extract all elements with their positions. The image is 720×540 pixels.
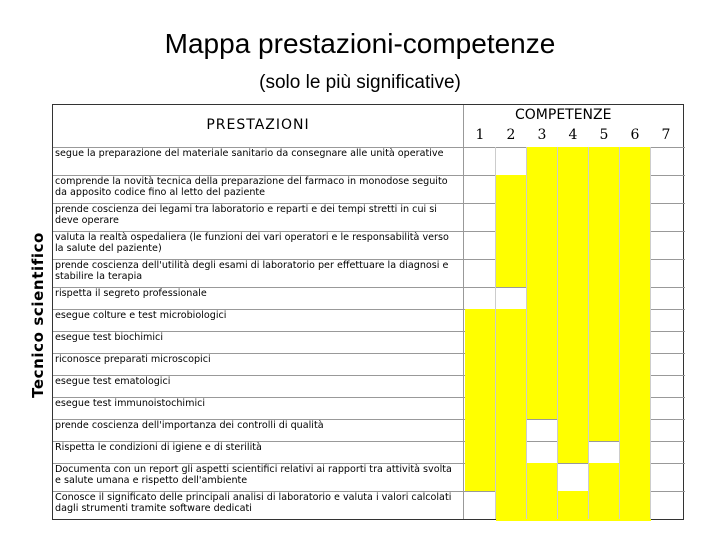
competence-mark [620, 309, 651, 331]
competence-empty-cell [527, 419, 558, 441]
competence-mark [589, 353, 620, 375]
competence-empty-cell [651, 419, 682, 441]
competence-empty-cell [527, 441, 558, 463]
competence-mark [496, 397, 527, 419]
competence-mark [589, 375, 620, 397]
competence-mark [527, 147, 558, 175]
competence-mark [620, 259, 651, 287]
competence-mark [558, 231, 589, 259]
competence-mark [558, 331, 589, 353]
competence-empty-cell [496, 147, 527, 175]
competence-mark [620, 203, 651, 231]
competence-empty-cell [465, 491, 496, 521]
table-row [53, 287, 685, 309]
competence-empty-cell [651, 397, 682, 419]
competence-empty-cell [651, 491, 682, 521]
prestazione-label: comprende la novità tecnica della preparazione del farmaco in monodose seguito da apposito codice fino al letto del paziente [55, 176, 448, 198]
competence-empty-cell [589, 441, 620, 463]
competence-mark [620, 397, 651, 419]
competence-mark [589, 331, 620, 353]
competence-column-1: 1 [475, 127, 485, 143]
prestazione-label: esegue colture e test microbiologici [55, 310, 227, 321]
competence-mark [496, 491, 527, 521]
competence-column-7: 7 [661, 127, 671, 143]
competence-empty-cell [651, 309, 682, 331]
competence-mark [496, 353, 527, 375]
competence-mark [589, 259, 620, 287]
table-row [53, 419, 685, 441]
competence-empty-cell [465, 259, 496, 287]
competence-mark [527, 353, 558, 375]
competence-mark [527, 287, 558, 309]
competence-mark [465, 331, 496, 353]
competence-empty-cell [651, 375, 682, 397]
page-title: Mappa prestazioni-competenze [164, 28, 556, 59]
competence-empty-cell [465, 147, 496, 175]
competence-mark [496, 259, 527, 287]
competence-mark [527, 491, 558, 521]
competenze-header: COMPETENZE [515, 107, 612, 123]
table-row [53, 491, 685, 521]
table-row [53, 375, 685, 397]
competence-mark [558, 147, 589, 175]
competence-mark [620, 419, 651, 441]
grid-line [650, 147, 651, 519]
competence-mark [558, 175, 589, 203]
grid-line [619, 147, 620, 519]
competence-mark [465, 309, 496, 331]
competence-mark [465, 463, 496, 491]
competence-mark [496, 231, 527, 259]
competence-mark [496, 419, 527, 441]
competence-mark [558, 441, 589, 463]
competence-empty-cell [651, 441, 682, 463]
competence-column-3: 3 [537, 127, 547, 143]
competence-mark [558, 419, 589, 441]
competence-mark [589, 419, 620, 441]
prestazione-label: rispetta il segreto professionale [55, 288, 207, 299]
competence-mark [620, 375, 651, 397]
competence-mark [620, 147, 651, 175]
competence-mark [620, 441, 651, 463]
prestazione-label: Documenta con un report gli aspetti scientifici relativi ai rapporti tra attività svolta e salute umana e rispetto dell'ambiente [55, 464, 452, 486]
competence-mark [558, 203, 589, 231]
grid-line [526, 147, 527, 519]
competence-mark [527, 175, 558, 203]
competence-mark [589, 287, 620, 309]
competence-mark [558, 287, 589, 309]
competence-mark [465, 397, 496, 419]
table-row [53, 175, 685, 203]
competence-mark [527, 463, 558, 491]
prestazione-label: esegue test biochimici [55, 332, 163, 343]
competence-mark [589, 463, 620, 491]
prestazione-label: prende coscienza dell'utilità degli esami di laboratorio per effettuare la diagnosi e stabilire la terapia [55, 260, 449, 282]
competence-mark [558, 491, 589, 521]
competence-empty-cell [651, 331, 682, 353]
competence-empty-cell [465, 175, 496, 203]
prestazioni-header: PRESTAZIONI [206, 117, 310, 133]
table-row [53, 259, 685, 287]
competence-mark [465, 419, 496, 441]
competence-empty-cell [651, 231, 682, 259]
competence-mark [527, 309, 558, 331]
competence-mark [589, 397, 620, 419]
competence-mark [496, 309, 527, 331]
competence-mark [558, 375, 589, 397]
competence-empty-cell [496, 287, 527, 309]
competence-mark [589, 491, 620, 521]
competence-mark [496, 375, 527, 397]
competence-mark [465, 375, 496, 397]
competence-mark [620, 231, 651, 259]
competence-mark [527, 203, 558, 231]
prestazione-label: valuta la realtà ospedaliera (le funzioni dei vari operatori e le responsabilità verso la salute del paziente) [55, 232, 449, 254]
grid-line [495, 147, 496, 519]
prestazione-label: riconosce preparati microscopici [55, 354, 211, 365]
competence-column-2: 2 [506, 127, 516, 143]
competence-column-6: 6 [630, 127, 640, 143]
prestazione-label: prende coscienza dei legami tra laboratorio e reparti e dei tempi stretti in cui si deve operare [55, 204, 437, 226]
table-row [53, 203, 685, 231]
competence-mark [558, 397, 589, 419]
competence-mark [527, 375, 558, 397]
competence-mark [527, 331, 558, 353]
table-row [53, 309, 685, 331]
competence-mark [620, 491, 651, 521]
competence-table [52, 104, 684, 520]
competence-empty-cell [651, 175, 682, 203]
competence-mark [527, 397, 558, 419]
competence-mark [620, 463, 651, 491]
competence-mark [558, 259, 589, 287]
prestazione-label: esegue test immunoistochimici [55, 398, 206, 409]
table-row [53, 353, 685, 375]
prestazione-label: Rispetta le condizioni di igiene e di sterilità [55, 442, 262, 453]
competence-mark [589, 175, 620, 203]
competence-mark [465, 353, 496, 375]
competence-empty-cell [651, 353, 682, 375]
competence-mark [558, 353, 589, 375]
table-row [53, 441, 685, 463]
table-row [53, 231, 685, 259]
competence-mark [620, 287, 651, 309]
side-label: Tecnico scientifico [29, 232, 47, 398]
competence-empty-cell [465, 203, 496, 231]
table-row [53, 331, 685, 353]
competence-mark [496, 203, 527, 231]
prestazione-label: segue la preparazione del materiale sanitario da consegnare alle unità operative [55, 148, 444, 159]
column-separator [463, 105, 464, 519]
table-row [53, 463, 685, 491]
competence-mark [496, 175, 527, 203]
competence-mark [620, 331, 651, 353]
competence-empty-cell [558, 463, 589, 491]
competence-empty-cell [651, 147, 682, 175]
prestazione-label: esegue test ematologici [55, 376, 171, 387]
competence-mark [589, 203, 620, 231]
competence-mark [496, 441, 527, 463]
competence-mark [465, 441, 496, 463]
page-subtitle: (solo le più significative) [259, 72, 461, 93]
competence-mark [527, 259, 558, 287]
competence-column-5: 5 [599, 127, 609, 143]
competence-mark [496, 463, 527, 491]
prestazione-label: Conosce il significato delle principali analisi di laboratorio e valuta i valori calcolati dagli strumenti tramite software dedicati [55, 492, 452, 514]
competence-mark [620, 353, 651, 375]
prestazione-label: prende coscienza dell'importanza dei controlli di qualità [55, 420, 324, 431]
grid-line [588, 147, 589, 519]
competence-mark [589, 231, 620, 259]
competence-mark [589, 147, 620, 175]
competence-mark [496, 331, 527, 353]
competence-empty-cell [465, 287, 496, 309]
competence-mark [620, 175, 651, 203]
competence-mark [558, 309, 589, 331]
competence-empty-cell [651, 259, 682, 287]
competence-column-4: 4 [568, 127, 578, 143]
competence-empty-cell [651, 463, 682, 491]
competence-empty-cell [465, 231, 496, 259]
competence-mark [589, 309, 620, 331]
grid-line [557, 147, 558, 519]
competence-mark [527, 231, 558, 259]
table-row [53, 397, 685, 419]
competence-empty-cell [651, 203, 682, 231]
table-row [53, 147, 685, 175]
competence-empty-cell [651, 287, 682, 309]
